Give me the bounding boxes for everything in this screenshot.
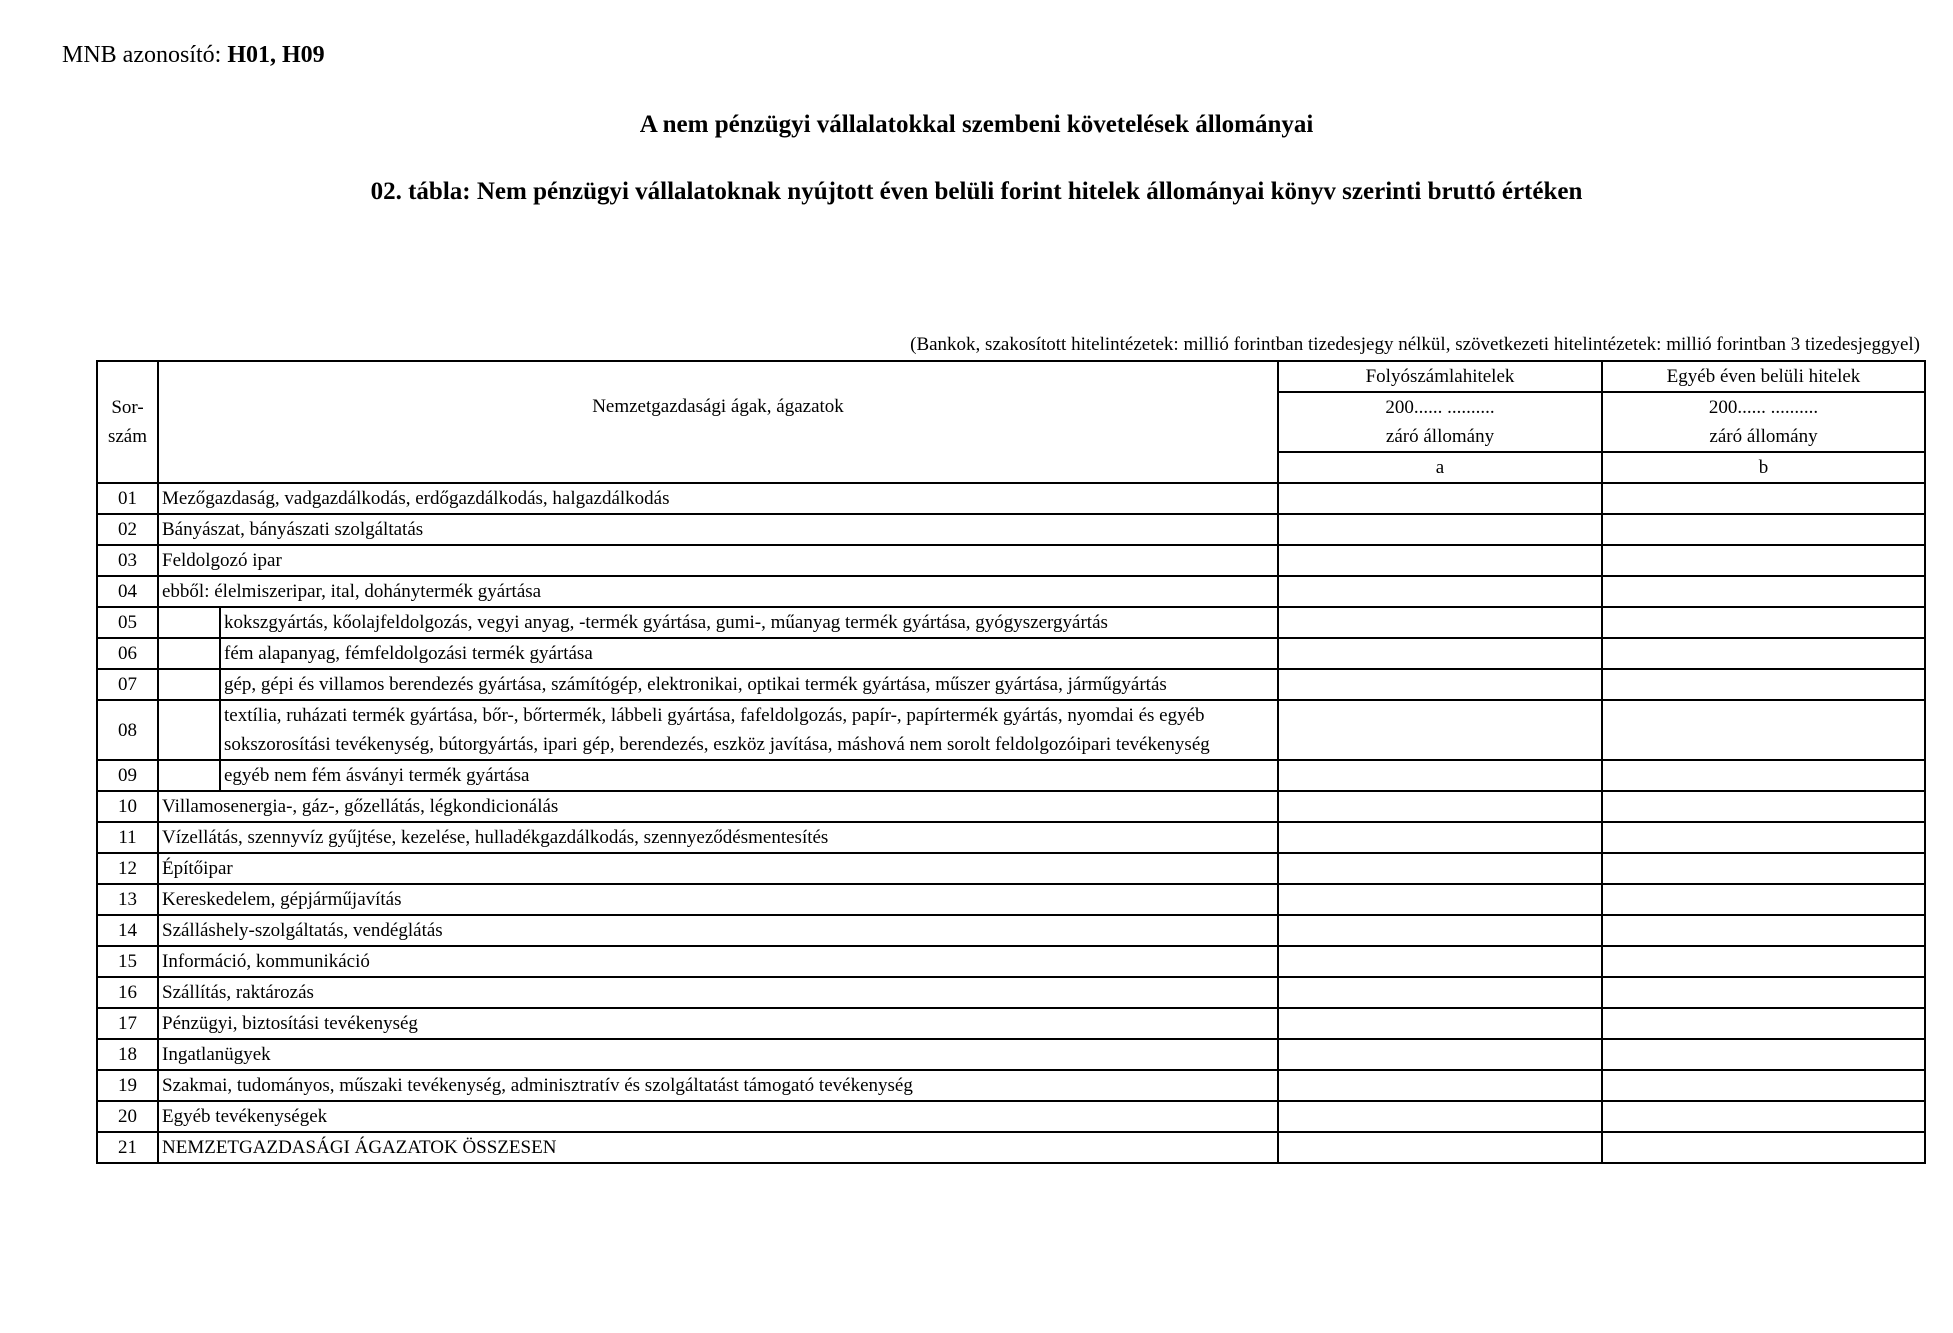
unit-note: (Bankok, szakosított hitelintézetek: millió forintban tizedesjegy nélkül, szövetkezeti hitelintézetek: millió forintban 3 tizedesjeggyel) xyxy=(910,334,1920,355)
cell-a[interactable] xyxy=(1278,545,1602,576)
table-row xyxy=(97,700,1925,760)
col-header-b-status: záró állomány xyxy=(1602,422,1925,452)
cell-b[interactable] xyxy=(1602,884,1925,915)
col-header-a-code: a xyxy=(1278,452,1602,483)
row-number: 18 xyxy=(97,1039,158,1070)
row-label: Kereskedelem, gépjárműjavítás xyxy=(158,884,1278,915)
cell-a[interactable] xyxy=(1278,700,1602,760)
row-number: 13 xyxy=(97,884,158,915)
cell-b[interactable] xyxy=(1602,514,1925,545)
row-indent xyxy=(158,760,220,791)
row-label: egyéb nem fém ásványi termék gyártása xyxy=(220,760,1278,791)
row-number: 01 xyxy=(97,483,158,514)
row-label: Ingatlanügyek xyxy=(158,1039,1278,1070)
row-number: 05 xyxy=(97,607,158,638)
row-label: Egyéb tevékenységek xyxy=(158,1101,1278,1132)
row-label: Információ, kommunikáció xyxy=(158,946,1278,977)
table-row xyxy=(97,884,1925,915)
row-indent xyxy=(158,700,220,760)
cell-a[interactable] xyxy=(1278,946,1602,977)
cell-b[interactable] xyxy=(1602,607,1925,638)
table-row xyxy=(97,514,1925,545)
cell-b[interactable] xyxy=(1602,1008,1925,1039)
row-label: Pénzügyi, biztosítási tevékenység xyxy=(158,1008,1278,1039)
table-row xyxy=(97,1039,1925,1070)
row-label: gép, gépi és villamos berendezés gyártása, számítógép, elektronikai, optikai termék gyártása, műszer gyártása, járműgyártás xyxy=(220,669,1278,700)
cell-b[interactable] xyxy=(1602,1132,1925,1163)
col-header-b-code: b xyxy=(1602,452,1925,483)
cell-a[interactable] xyxy=(1278,669,1602,700)
cell-b[interactable] xyxy=(1602,700,1925,760)
row-label: Vízellátás, szennyvíz gyűjtése, kezelése, hulladékgazdálkodás, szennyeződésmentesítés xyxy=(158,822,1278,853)
mnb-codes: H01, H09 xyxy=(227,42,325,68)
cell-a[interactable] xyxy=(1278,514,1602,545)
row-number: 14 xyxy=(97,915,158,946)
row-number: 16 xyxy=(97,977,158,1008)
row-label: kokszgyártás, kőolajfeldolgozás, vegyi anyag, -termék gyártása, gumi-, műanyag termék gyártása, gyógyszergyártás xyxy=(220,607,1278,638)
row-number: 20 xyxy=(97,1101,158,1132)
col-header-sorszam-line2: szám xyxy=(107,426,148,447)
row-number: 09 xyxy=(97,760,158,791)
row-label: Bányászat, bányászati szolgáltatás xyxy=(158,514,1278,545)
cell-b[interactable] xyxy=(1602,483,1925,514)
row-number: 07 xyxy=(97,669,158,700)
row-label: NEMZETGAZDASÁGI ÁGAZATOK ÖSSZESEN xyxy=(158,1132,1278,1163)
row-label: Villamosenergia-, gáz-, gőzellátás, légkondicionálás xyxy=(158,791,1278,822)
cell-a[interactable] xyxy=(1278,884,1602,915)
row-number: 15 xyxy=(97,946,158,977)
cell-b[interactable] xyxy=(1602,1101,1925,1132)
cell-b[interactable] xyxy=(1602,915,1925,946)
cell-b[interactable] xyxy=(1602,1070,1925,1101)
cell-a[interactable] xyxy=(1278,1039,1602,1070)
row-number: 02 xyxy=(97,514,158,545)
table-row xyxy=(97,977,1925,1008)
cell-a[interactable] xyxy=(1278,607,1602,638)
cell-b[interactable] xyxy=(1602,791,1925,822)
cell-a[interactable] xyxy=(1278,638,1602,669)
col-header-a-status: záró állomány xyxy=(1278,422,1602,452)
cell-a[interactable] xyxy=(1278,1070,1602,1101)
row-indent xyxy=(158,607,220,638)
cell-b[interactable] xyxy=(1602,1039,1925,1070)
table-row xyxy=(97,576,1925,607)
cell-a[interactable] xyxy=(1278,822,1602,853)
table-row xyxy=(97,638,1925,669)
cell-b[interactable] xyxy=(1602,946,1925,977)
cell-b[interactable] xyxy=(1602,853,1925,884)
table-row xyxy=(97,1008,1925,1039)
cell-a[interactable] xyxy=(1278,1008,1602,1039)
row-label: ebből: élelmiszeripar, ital, dohánytermék gyártása xyxy=(158,576,1278,607)
row-indent xyxy=(158,669,220,700)
row-indent xyxy=(158,638,220,669)
col-header-sorszam xyxy=(97,361,158,483)
table-row xyxy=(97,915,1925,946)
row-number: 06 xyxy=(97,638,158,669)
table-row xyxy=(97,853,1925,884)
cell-a[interactable] xyxy=(1278,1132,1602,1163)
table-row xyxy=(97,1132,1925,1163)
cell-a[interactable] xyxy=(1278,915,1602,946)
row-number: 21 xyxy=(97,1132,158,1163)
row-label: Szállítás, raktározás xyxy=(158,977,1278,1008)
cell-a[interactable] xyxy=(1278,483,1602,514)
table-row xyxy=(97,1101,1925,1132)
cell-b[interactable] xyxy=(1602,638,1925,669)
header-row-1 xyxy=(97,361,1925,392)
cell-b[interactable] xyxy=(1602,760,1925,791)
row-label: fém alapanyag, fémfeldolgozási termék gyártása xyxy=(220,638,1278,669)
row-number: 03 xyxy=(97,545,158,576)
page-title: A nem pénzügyi vállalatokkal szembeni követelések állományai xyxy=(639,111,1314,138)
col-header-b-title: Egyéb éven belüli hitelek xyxy=(1602,361,1925,392)
row-number: 08 xyxy=(97,700,158,760)
table-row xyxy=(97,669,1925,700)
cell-b[interactable] xyxy=(1602,822,1925,853)
row-number: 04 xyxy=(97,576,158,607)
cell-b[interactable] xyxy=(1602,545,1925,576)
mnb-identifier xyxy=(62,42,325,69)
row-number: 17 xyxy=(97,1008,158,1039)
row-label: Szálláshely-szolgáltatás, vendéglátás xyxy=(158,915,1278,946)
table-row xyxy=(97,791,1925,822)
cell-a[interactable] xyxy=(1278,760,1602,791)
cell-a[interactable] xyxy=(1278,791,1602,822)
row-number: 10 xyxy=(97,791,158,822)
row-label: textília, ruházati termék gyártása, bőr-, bőrtermék, lábbeli gyártása, fafeldolgozás, papír-, papírtermék gyártás, nyomdai és egyéb sokszorosítási tevékenység, bútorgyártás, ipari gép, berendezés, eszköz javítása, máshová nem sorolt feldolgozóipari tevékenység xyxy=(220,700,1278,760)
mnb-label: MNB azonosító: xyxy=(62,42,222,68)
table-row xyxy=(97,822,1925,853)
cell-a[interactable] xyxy=(1278,853,1602,884)
cell-a[interactable] xyxy=(1278,977,1602,1008)
table-row xyxy=(97,607,1925,638)
table-row xyxy=(97,545,1925,576)
row-number: 19 xyxy=(97,1070,158,1101)
cell-a[interactable] xyxy=(1278,1101,1602,1132)
col-header-a-year: 200...... .......... xyxy=(1278,392,1602,422)
col-header-b-year: 200...... .......... xyxy=(1602,392,1925,422)
col-header-a-title: Folyószámlahitelek xyxy=(1278,361,1602,392)
table-title: 02. tábla: Nem pénzügyi vállalatoknak nyújtott éven belüli forint hitelek állományai könyv szerinti bruttó értéken xyxy=(370,178,1583,205)
table-row xyxy=(97,946,1925,977)
cell-a[interactable] xyxy=(1278,576,1602,607)
row-number: 12 xyxy=(97,853,158,884)
table-row xyxy=(97,483,1925,514)
loan-table xyxy=(96,360,1926,1164)
table-row xyxy=(97,760,1925,791)
col-header-name: Nemzetgazdasági ágak, ágazatok xyxy=(158,361,1278,483)
cell-b[interactable] xyxy=(1602,977,1925,1008)
cell-b[interactable] xyxy=(1602,576,1925,607)
row-label: Feldolgozó ipar xyxy=(158,545,1278,576)
row-number: 11 xyxy=(97,822,158,853)
col-header-sorszam-line1: Sor- xyxy=(111,397,144,418)
row-label: Mezőgazdaság, vadgazdálkodás, erdőgazdálkodás, halgazdálkodás xyxy=(158,483,1278,514)
cell-b[interactable] xyxy=(1602,669,1925,700)
row-label: Szakmai, tudományos, műszaki tevékenység, adminisztratív és szolgáltatást támogató tevékenység xyxy=(158,1070,1278,1101)
table-row xyxy=(97,1070,1925,1101)
row-label: Építőipar xyxy=(158,853,1278,884)
